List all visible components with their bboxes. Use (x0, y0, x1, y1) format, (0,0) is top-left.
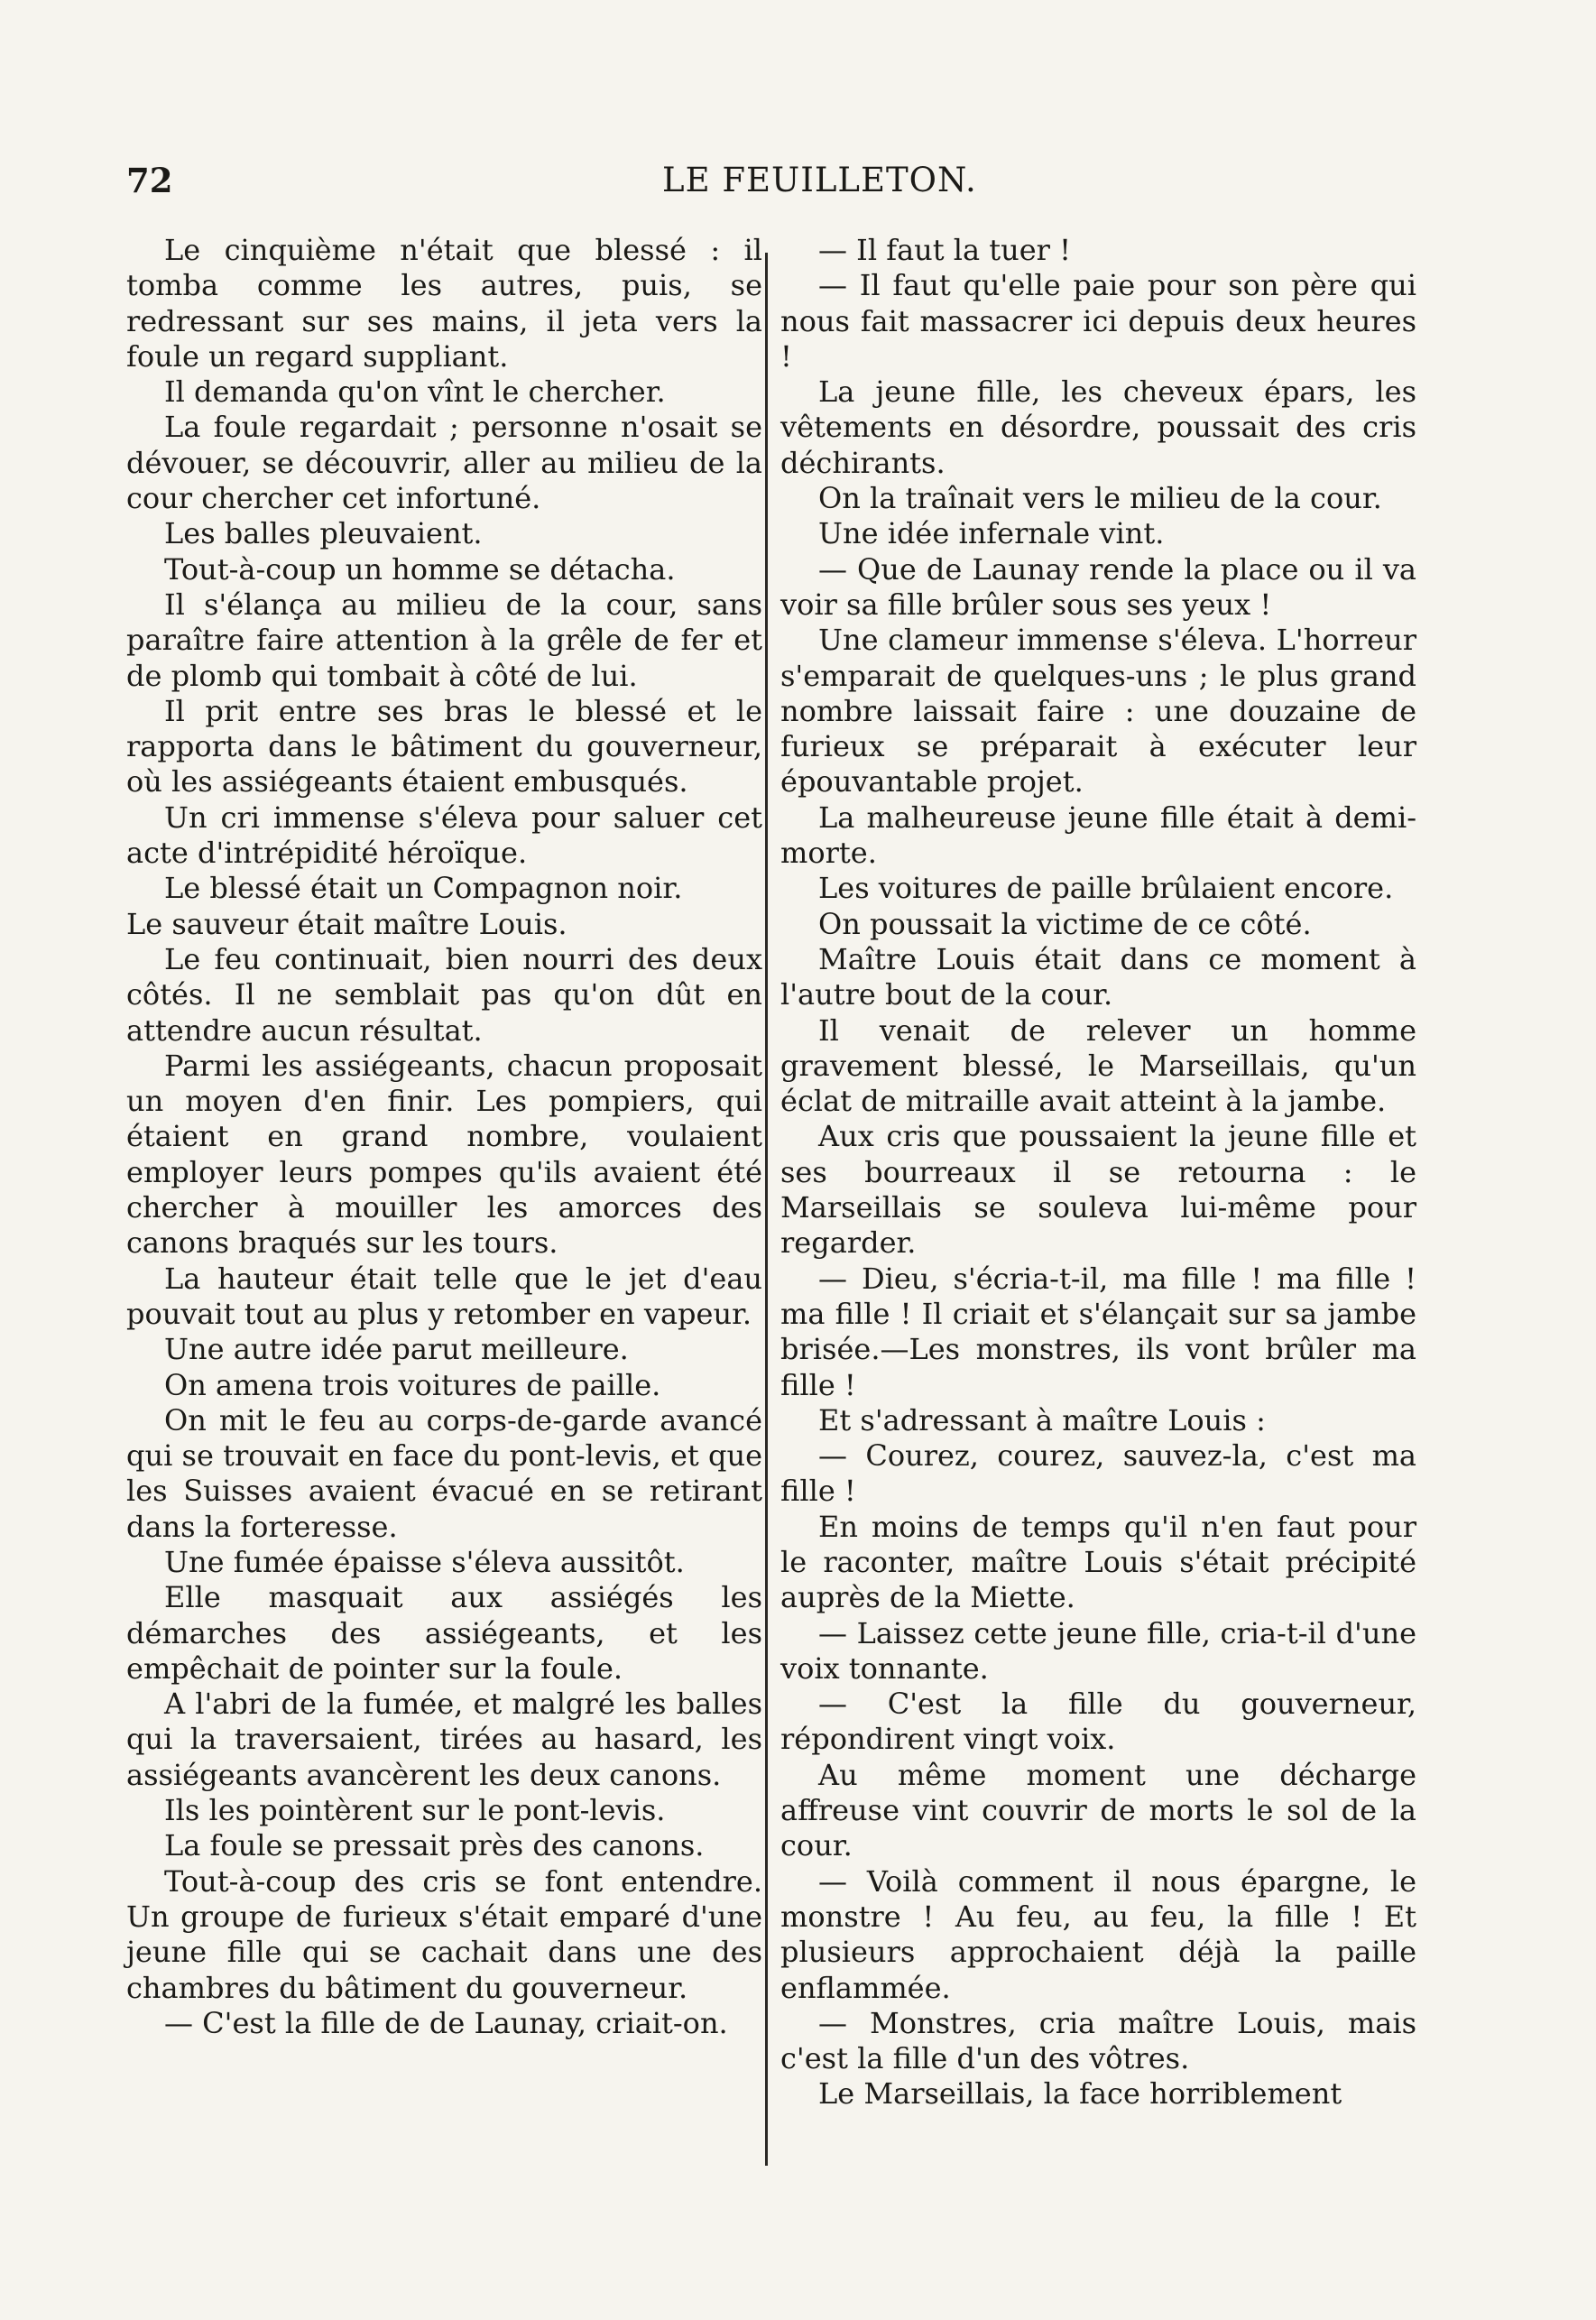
paragraph: Un cri immense s'éleva pour saluer cet acte d'intrépidité héroïque. (126, 800, 762, 871)
paragraph: Une idée infernale vint. (818, 516, 1165, 551)
paragraph: Tout-à-coup des cris se font entendre. Un groupe de furieux s'était emparé d'une jeune fille qui se cachait dans une des chambres du bâtiment du gouverneur. (126, 1863, 762, 2005)
paragraph: Une autre idée parut meilleure. (164, 1332, 629, 1367)
paragraph: En moins de temps qu'il n'en faut pour le raconter, maître Louis s'était précipité auprès de la Miette. (780, 1509, 1416, 1615)
paragraph: Il demanda qu'on vînt le chercher. (164, 374, 666, 410)
paragraph: — C'est la fille de de Launay, criait-on. (164, 2005, 728, 2040)
paragraph: Ils les pointèrent sur le pont-levis. (164, 1793, 666, 1828)
paragraph: — Courez, courez, sauvez-la, c'est ma fille ! (780, 1438, 1416, 1509)
paragraph: Tout-à-coup un homme se détacha. (164, 551, 676, 587)
paragraph: Il prit entre ses bras le blessé et le rapporta dans le bâtiment du gouverneur, où les assiégeants étaient embusqués. (126, 693, 762, 800)
running-title: LE FEUILLETON. (662, 161, 977, 199)
paragraph: Aux cris que poussaient la jeune fille et ses bourreaux il se retourna : le Marseillais se souleva lui-même pour regarder. (780, 1119, 1416, 1261)
paragraph: — C'est la fille du gouverneur, répondirent vingt voix. (780, 1687, 1416, 1757)
paragraph: Le Marseillais, la face horriblement (818, 2076, 1342, 2112)
paragraph: La hauteur était telle que le jet d'eau pouvait tout au plus y retomber en vapeur. (126, 1261, 762, 1331)
page-header (126, 161, 1444, 215)
paragraph: La foule se pressait près des canons. (164, 1828, 705, 1863)
paragraph: Maître Louis était dans ce moment à l'autre bout de la cour. (780, 941, 1416, 1012)
right-column (780, 233, 1416, 2112)
paragraph: Il venait de relever un homme gravement blessé, le Marseillais, qu'un éclat de mitraille avait atteint à la jambe. (780, 1012, 1416, 1119)
paragraph: La malheureuse jeune fille était à demi-morte. (780, 800, 1416, 871)
paragraph: Elle masquait aux assiégés les démarches des assiégeants, et les empêchait de pointer sur la foule. (126, 1580, 762, 1686)
paragraph: On poussait la victime de ce côté. (818, 906, 1312, 941)
paragraph: Le blessé était un Compagnon noir. (164, 871, 683, 906)
paragraph: Le cinquième n'était que blessé : il tomba comme les autres, puis, se redressant sur ses mains, il jeta vers la foule un regard suppliant. (126, 233, 762, 374)
paragraph: — Que de Launay rende la place ou il va voir sa fille brûler sous ses yeux ! (780, 551, 1416, 622)
paragraph: — Il faut la tuer ! (818, 233, 1071, 267)
paragraph: Les voitures de paille brûlaient encore. (818, 871, 1394, 906)
paragraph: — Voilà comment il nous épargne, le monstre ! Au feu, au feu, la fille ! Et plusieurs approchaient déjà la paille enflammée. (780, 1863, 1416, 2005)
paragraph: Il s'élança au milieu de la cour, sans paraître faire attention à la grêle de fer et de plomb qui tombait à côté de lui. (126, 587, 762, 693)
paragraph: Le sauveur était maître Louis. (126, 906, 567, 941)
paragraph: On mit le feu au corps-de-garde avancé qui se trouvait en face du pont-levis, et que les Suisses avaient évacué en se retirant dans la forteresse. (126, 1402, 762, 1544)
paragraph: — Monstres, cria maître Louis, mais c'est la fille d'un des vôtres. (780, 2005, 1416, 2076)
page-number: 72 (126, 161, 173, 200)
paragraph: A l'abri de la fumée, et malgré les balles qui la traversaient, tirées au hasard, les assiégeants avancèrent les deux canons. (126, 1687, 762, 1792)
paragraph: — Dieu, s'écria-t-il, ma fille ! ma fille ! ma fille ! Il criait et s'élançait sur sa jambe brisée.—Les monstres, ils vont brûler ma fille ! (780, 1261, 1416, 1402)
column-divider (765, 253, 768, 2166)
paragraph: Parmi les assiégeants, chacun proposait un moyen d'en finir. Les pompiers, qui étaient en grand nombre, voulaient employer leurs pompes qu'ils avaient été chercher à mouiller les amorces des canons braqués sur les tours. (126, 1048, 762, 1261)
left-column (126, 233, 762, 2041)
paragraph: Une clameur immense s'éleva. L'horreur s'emparait de quelques-uns ; le plus grand nombre laissait faire : une douzaine de furieux se préparait à exécuter leur épouvantable projet. (780, 623, 1416, 800)
paragraph: — Laissez cette jeune fille, cria-t-il d'une voix tonnante. (780, 1615, 1416, 1686)
paragraph: — Il faut qu'elle paie pour son père qui nous fait massacrer ici depuis deux heures ! (780, 268, 1416, 374)
paragraph: La foule regardait ; personne n'osait se dévouer, se découvrir, aller au milieu de la cour chercher cet infortuné. (126, 410, 762, 516)
paragraph: Une fumée épaisse s'éleva aussitôt. (164, 1544, 685, 1579)
paragraph: Les balles pleuvaient. (164, 516, 483, 551)
paragraph: Au même moment une décharge affreuse vint couvrir de morts le sol de la cour. (780, 1757, 1416, 1863)
paragraph: Le feu continuait, bien nourri des deux côtés. Il ne semblait pas qu'on dût en attendre aucun résultat. (126, 941, 762, 1048)
paragraph: La jeune fille, les cheveux épars, les vêtements en désordre, poussait des cris déchirants. (780, 374, 1416, 480)
text-columns (126, 233, 1416, 2182)
paragraph: On la traînait vers le milieu de la cour. (818, 481, 1382, 516)
paragraph: Et s'adressant à maître Louis : (818, 1402, 1266, 1437)
paragraph: On amena trois voitures de paille. (164, 1367, 661, 1402)
